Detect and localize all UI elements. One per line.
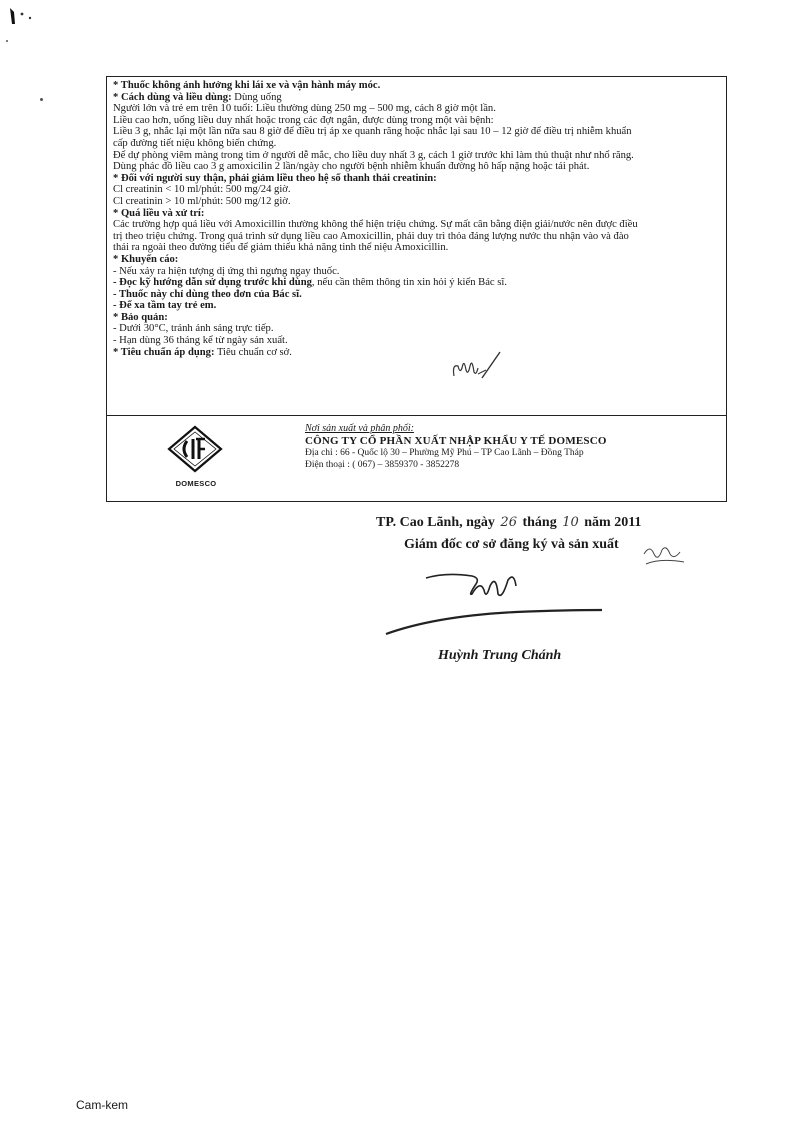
instruction-line — [113, 289, 721, 301]
instruction-label: - Đọc kỹ hướng dẫn sử dụng trước khi dùng — [113, 277, 312, 289]
footer-divider — [107, 415, 726, 416]
instruction-line — [113, 115, 721, 127]
instruction-line — [113, 277, 721, 289]
year-label: năm 2011 — [584, 515, 642, 530]
instruction-text: Cl creatinin < 10 ml/phút: 500 mg/24 giờ. — [113, 184, 291, 196]
instruction-text: , nếu cần thêm thông tin xin hỏi ý kiến Bác sĩ. — [311, 277, 507, 289]
director-title: Giám đốc cơ sở đăng ký và sản xuất — [404, 537, 619, 552]
instruction-line — [113, 335, 721, 347]
company-name: CÔNG TY CỔ PHẦN XUẤT NHẬP KHẨU Y TẾ DOMESCO — [305, 435, 607, 447]
instruction-line — [113, 150, 721, 162]
instruction-line — [113, 323, 721, 335]
instruction-text: Dùng phác đồ liều cao 3 g amoxicilin 2 lần/ngày cho người bệnh nhiễm khuẩn đường hô hấp nặng hoặc tái phát. — [113, 161, 590, 173]
place-prefix: TP. Cao Lãnh, ngày — [376, 515, 495, 530]
instruction-label: - Để xa tầm tay trẻ em. — [113, 300, 217, 312]
month-label: tháng — [522, 515, 557, 530]
instruction-text: - Dưới 30°C, tránh ánh sáng trực tiếp. — [113, 323, 274, 335]
handwritten-scribble — [640, 540, 690, 570]
scan-speck — [40, 98, 43, 101]
instruction-line — [113, 219, 721, 231]
instruction-text: trị theo triệu chứng. Trong quá trình sử dụng liều cao Amoxicillin, phải duy trì thỏa đáng lượng nước thu nhận vào và đào — [113, 230, 629, 242]
instruction-line — [113, 80, 721, 92]
instruction-label: * Khuyến cáo: — [113, 253, 179, 265]
instruction-label: * Cách dùng và liều dùng: — [113, 91, 232, 103]
signer-name: Huỳnh Trung Chánh — [438, 648, 562, 663]
company-phone: Điện thoại : ( 067) – 3859370 - 3852278 — [305, 460, 460, 470]
instruction-text: - Hạn dùng 36 tháng kể từ ngày sản xuất. — [113, 335, 288, 347]
instruction-label: * Quá liều và xử trí: — [113, 207, 205, 219]
leaflet-box — [106, 76, 727, 502]
instruction-line — [113, 231, 721, 243]
instruction-text: * Thuốc không ảnh hưởng khi lái xe và vận hành máy móc. — [113, 80, 381, 91]
scan-speck — [6, 40, 8, 42]
instruction-label: * Tiêu chuẩn áp dụng: — [113, 346, 215, 358]
handwritten-month: 10 — [562, 515, 579, 530]
instruction-label: * Bảo quản: — [113, 311, 168, 323]
instruction-line — [113, 242, 721, 254]
manufacturer-footer — [107, 417, 726, 501]
instruction-label: - Thuốc này chỉ dùng theo đơn của Bác sĩ. — [113, 288, 302, 300]
instruction-text: Cl creatinin > 10 ml/phút: 500 mg/12 giờ. — [113, 195, 291, 207]
instruction-text: cấp đường tiết niệu không biến chứng. — [113, 137, 277, 149]
instruction-text: Người lớn và trẻ em trên 10 tuổi: Liều thường dùng 250 mg – 500 mg, cách 8 giờ một lần. — [113, 103, 496, 115]
instruction-line — [113, 173, 721, 185]
instruction-text: Để dự phòng viêm màng trong tim ở người dễ mắc, cho liều duy nhất 3 g, cách 1 giờ trước khi làm thủ thuật như nhổ răng. — [113, 149, 634, 161]
instruction-line — [113, 312, 721, 324]
instruction-text: - Nếu xảy ra hiện tượng dị ứng thì ngưng ngay thuốc. — [113, 265, 340, 277]
instruction-line — [113, 347, 721, 359]
instruction-line — [113, 184, 721, 196]
instruction-text: Dùng uống — [231, 91, 282, 103]
document-code: Cam-kem — [76, 1098, 129, 1112]
instructions-text — [113, 80, 721, 358]
company-address: Địa chỉ : 66 - Quốc lộ 30 – Phường Mỹ Phú – TP Cao Lãnh – Đồng Tháp — [305, 448, 584, 458]
instruction-line — [113, 103, 721, 115]
scan-mark — [8, 6, 38, 26]
handwritten-day: 26 — [500, 515, 517, 530]
instruction-label: * Đối với người suy thận, phải giảm liều theo hệ số thanh thải creatinin: — [113, 172, 437, 184]
instruction-line — [113, 208, 721, 220]
director-signature — [376, 570, 616, 640]
instruction-line — [113, 254, 721, 266]
domesco-logo-icon — [167, 425, 223, 473]
instruction-line — [113, 92, 721, 104]
instruction-text: Các trường hợp quá liều với Amoxicillin thường không thể hiện triệu chứng. Sự mất cân bằng điện giải/nước nên được điều — [113, 219, 638, 231]
instruction-text: Liều cao hơn, uống liều duy nhất hoặc trong các đợt ngắn, được dùng trong một vài bệnh: — [113, 114, 494, 126]
handwritten-initials — [448, 346, 512, 386]
distributor-info — [305, 423, 607, 471]
instruction-line — [113, 138, 721, 150]
instruction-line — [113, 300, 721, 312]
instruction-line — [113, 126, 721, 138]
instruction-line — [113, 196, 721, 208]
place-date-line — [376, 515, 641, 531]
instruction-text: Tiêu chuẩn cơ sở. — [214, 346, 292, 358]
instruction-line — [113, 266, 721, 278]
instruction-line — [113, 161, 721, 173]
instruction-text: thải ra ngoài theo đường tiểu để giảm thiểu khả năng tinh thể niệu Amoxicillin. — [113, 242, 449, 254]
logo-text: DOMESCO — [175, 479, 217, 488]
distributor-label: Nơi sản xuất và phân phối: — [305, 423, 414, 434]
instruction-text: Liều 3 g, nhắc lại một lần nữa sau 8 giờ để điều trị áp xe quanh răng hoặc nhắc lại sau 10 – 12 giờ để điều trị nhiễm khuẩn — [113, 126, 632, 138]
